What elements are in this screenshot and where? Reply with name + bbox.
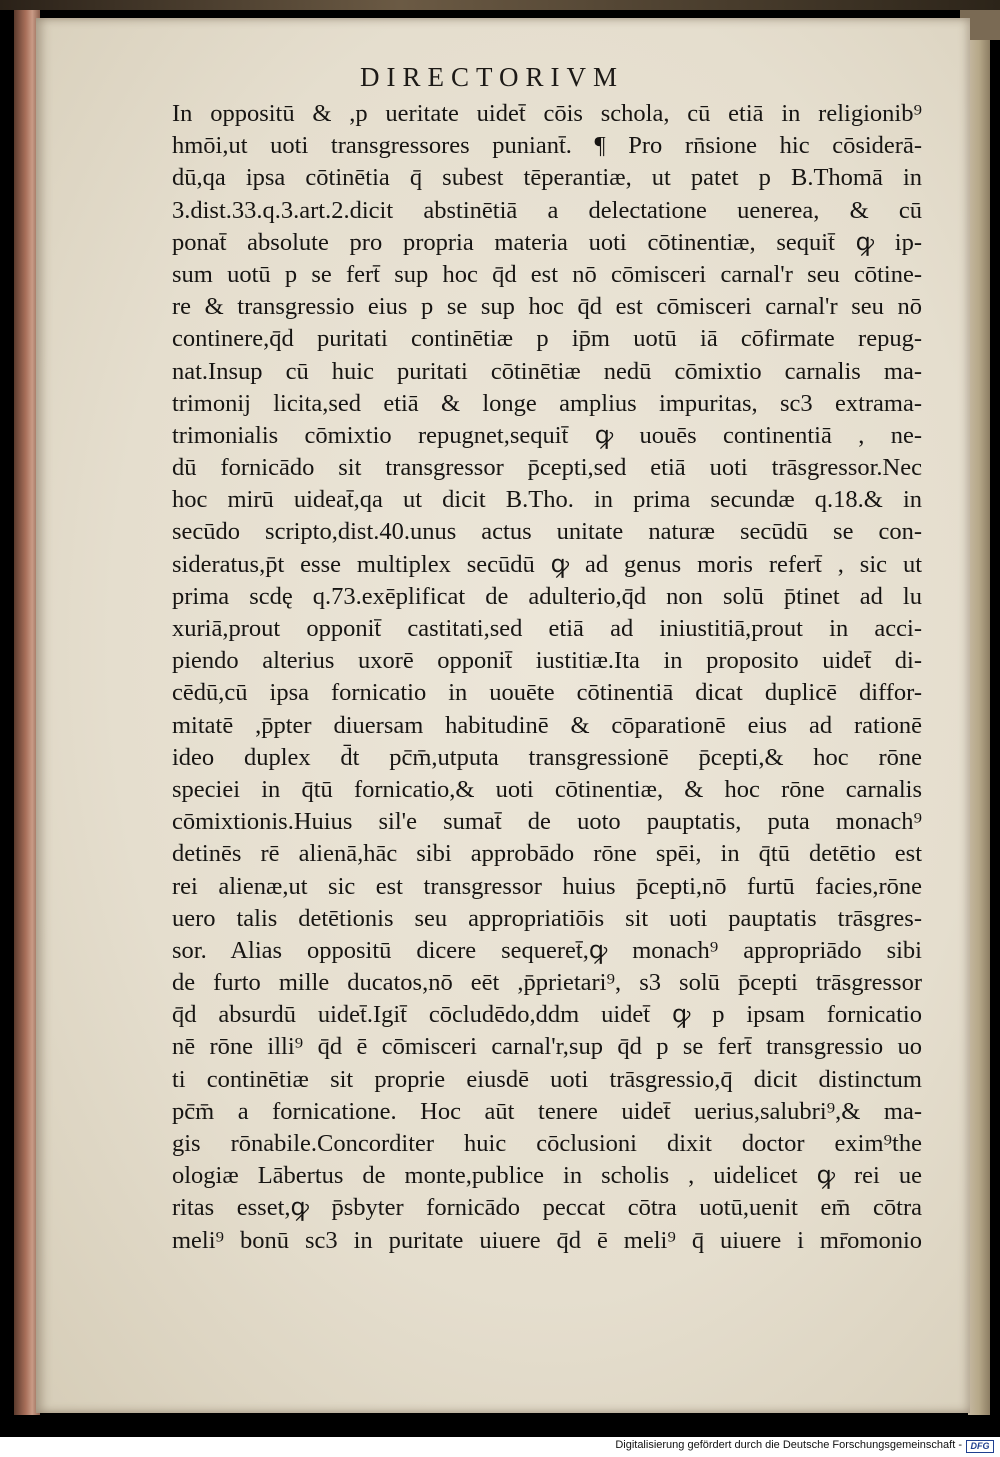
text-line: In oppositū & ,p ueritate uidet̄ cōis schola, cū etiā in religionib⁹ <box>172 100 922 127</box>
text-line: de furto mille ducatos,nō eēt ,p̄prietari⁹, s3 solū p̄cepti trāsgressor <box>172 969 922 997</box>
text-line: ti continētiæ sit proprie eiusdē uoti trāsgressio,q̄ dicit distinctum <box>172 1065 922 1093</box>
text-line: trimonij licita,sed etiā & longe amplius impuritas, sc3 extrama- <box>172 389 922 417</box>
text-line: dū fornicādo sit transgressor p̄cepti,sed etiā uoti trāsgressor.Nec <box>172 454 922 482</box>
text-line: rei alienæ,ut sic est transgressor huius p̄cepti,nō furtū facies,rōne <box>172 872 922 900</box>
text-line: gis rōnabile.Concorditer huic cōclusioni dixit doctor exim⁹the <box>172 1130 922 1157</box>
text-line: ponat̄ absolute pro propria materia uoti cōtinentiæ, sequit̄ ꝙ ip- <box>172 228 922 256</box>
text-line: cōmixtionis.Huius sil'e sumat̄ de uoto pauptatis, puta monach⁹ <box>172 808 922 836</box>
text-line: meli⁹ bonū sc3 in puritate uiuere q̄d ē meli⁹ q̄ uiuere i mr̄omonio <box>172 1226 922 1254</box>
text-line: ologiæ Lābertus de monte,publice in scholis , uidelicet ꝙ rei ue <box>172 1162 922 1190</box>
text-line: ideo duplex d̄t pc̄m̄,utputa transgressionē p̄cepti,& hoc rōne <box>172 743 922 771</box>
binding-right-edge <box>968 10 990 1415</box>
text-line: nat.Insup cū huic puritati cōtinētiæ nedū cōmixtio carnalis ma- <box>172 357 922 385</box>
text-line: sum uotū p se fert̄ sup hoc q̄d est nō cōmisceri carnal'r seu cōtine- <box>172 260 922 288</box>
text-line: mitatē ,p̄pter diuersam habitudinē & cōparationē eius ad rationē <box>172 711 922 739</box>
text-line: detinēs rē alienā,hāc sibi approbādo rōne spēi, in q̄tū detētio est <box>172 840 922 868</box>
text-line: piendo alterius uxorē opponit̄ iustitiæ.Ita in proposito uidet̄ di- <box>172 647 922 675</box>
text-line: sor. Alias oppositū dicere sequeret̄,ꝙ monach⁹ appropriādo sibi <box>172 936 922 964</box>
text-line: cēdū,cū ipsa fornicatio in uouēte cōtinentiā dicat duplicē diffor- <box>172 679 922 707</box>
text-line: xuriā,prout opponit̄ castitati,sed etiā ad iniustitiā,prout in acci- <box>172 615 922 642</box>
text-line: secūdo scripto,dist.40.unus actus unitate naturæ secūdū se con- <box>172 518 922 546</box>
text-line: speciei in q̄tū fornicatio,& uoti cōtinentiæ, & hoc rōne carnalis <box>172 775 922 803</box>
text-line: sideratus,p̄t esse multiplex secūdū ꝙ ad genus moris refert̄ , sic ut <box>172 550 922 578</box>
text-line: continere,q̄d puritati continētiæ p ip̄m uotū iā cōfirmate repug- <box>172 325 922 353</box>
running-head: DIRECTORIVM <box>360 62 625 92</box>
dfg-logo-icon: DFG <box>966 1440 994 1453</box>
text-line: trimonialis cōmixtio repugnet,sequit̄ ꝙ uouēs continentiā , ne- <box>172 421 922 449</box>
text-line: re & transgressio eius p se sup hoc q̄d est cōmisceri carnal'r seu nō <box>172 293 922 321</box>
text-line: dū,qa ipsa cōtinētia q̄ subest tēperantiæ, ut patet p B.Thomā in <box>172 164 922 192</box>
text-line: hmōi,ut uoti transgressores puniant̄. ¶ Pro rn̄sione hic cōsiderā- <box>172 132 922 160</box>
text-line: uero talis detētionis seu appropriatiōis sit uoti pauptatis trāsgres- <box>172 904 922 932</box>
text-line: hoc mirū uideat̄,qa ut dicit B.Tho. in prima secundæ q.18.& in <box>172 486 922 514</box>
text-line: prima scdę q.73.exēplificat de adulterio,q̄d non solū p̄tinet ad lu <box>172 582 922 610</box>
scan-top-edge <box>0 0 1000 10</box>
text-line: q̄d absurdū uidet̄.Igit̄ cōcludēdo,ddm uidet̄ ꝙ p ipsam fornicatio <box>172 1001 922 1029</box>
text-block <box>172 98 922 1257</box>
footer-credit: Digitalisierung gefördert durch die Deutsche Forschungsgemeinschaft - <box>615 1439 962 1451</box>
text-line: nē rōne illi⁹ q̄d ē cōmisceri carnal'r,sup q̄d p se fert̄ transgressio uo <box>172 1033 922 1061</box>
text-line: pc̄m̄ a fornicatione. Hoc aūt tenere uidet̄ uerius,salubri⁹,& ma- <box>172 1097 922 1125</box>
text-line: ritas esset,ꝙ p̄sbyter fornicādo peccat cōtra uotū,uenit em̄ cōtra <box>172 1194 922 1222</box>
text-line: 3.dist.33.q.3.art.2.dicit abstinētiā a delectatione uenerea, & cū <box>172 196 922 224</box>
